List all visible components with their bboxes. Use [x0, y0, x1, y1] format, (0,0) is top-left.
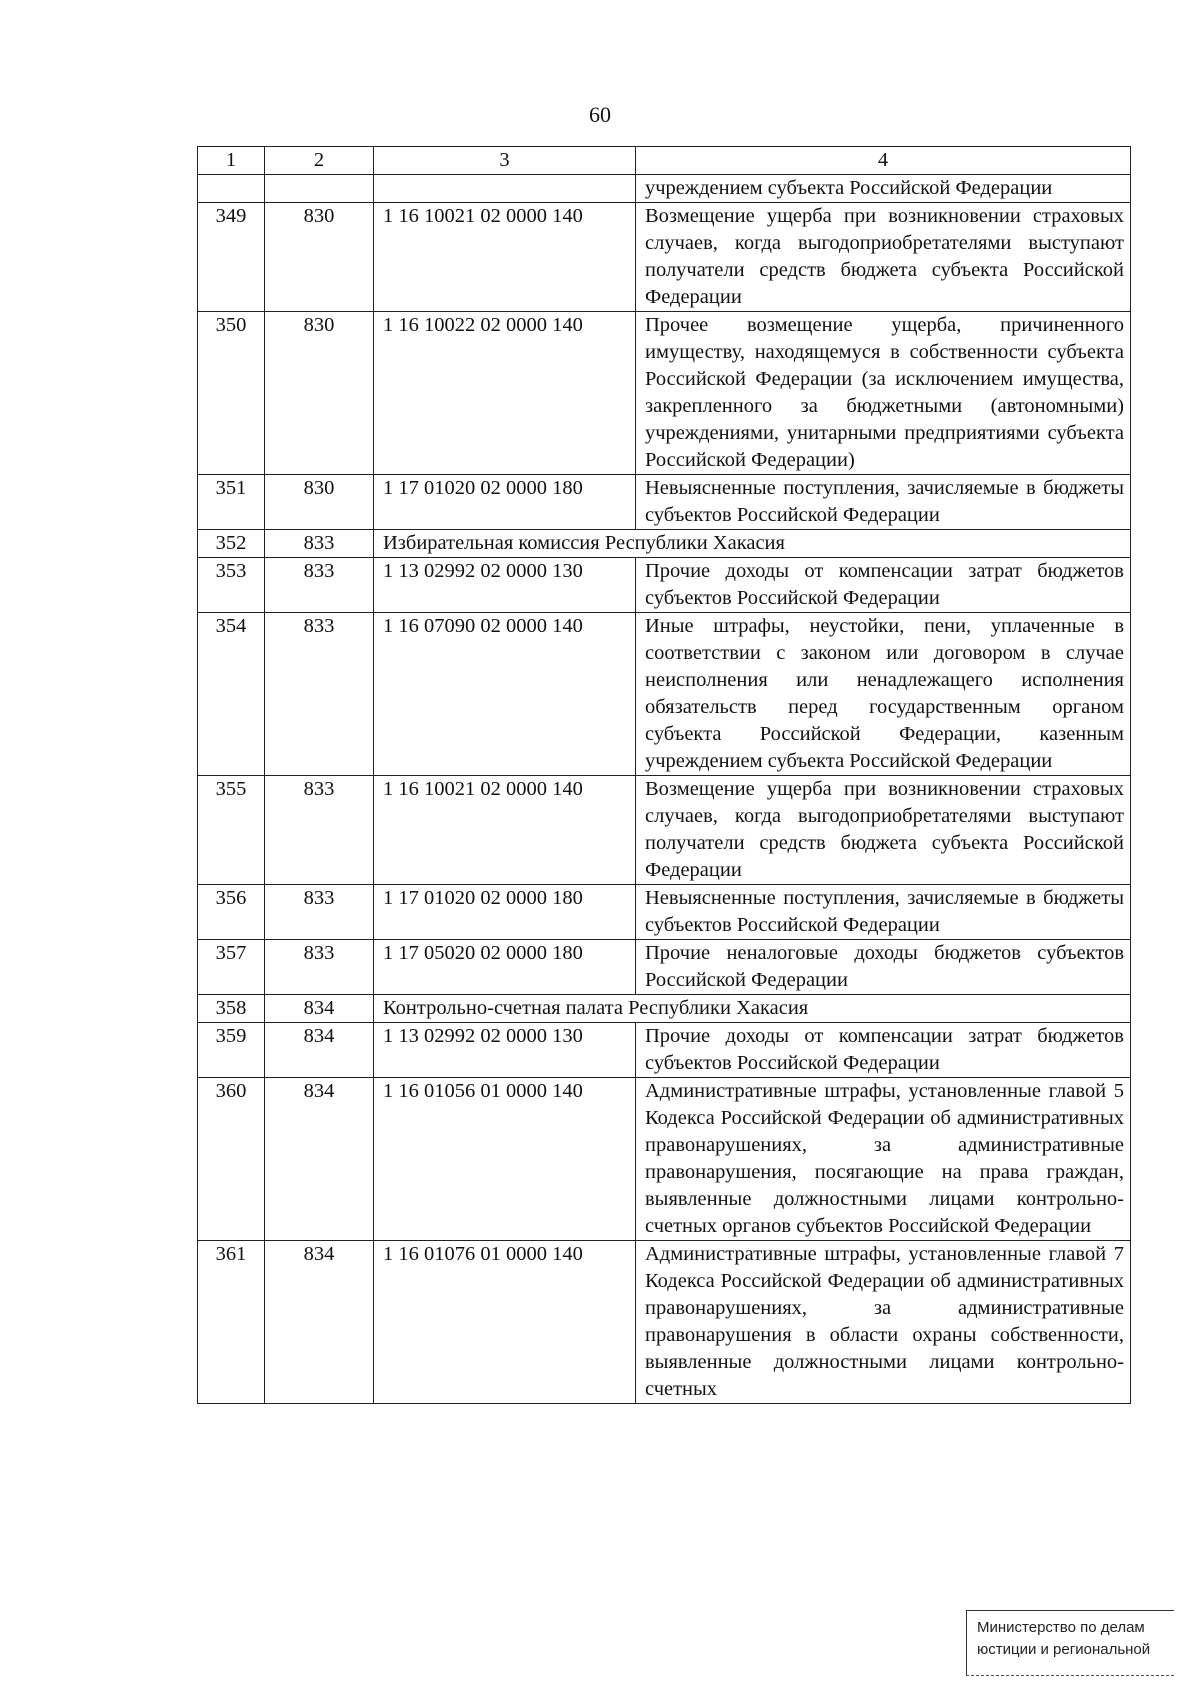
administrator-name-cell: Контрольно-счетная палата Республики Хакасия: [374, 995, 1131, 1023]
table-row: [198, 613, 1131, 776]
revenue-description-cell: Прочие доходы от компенсации затрат бюджетов субъектов Российской Федерации: [636, 558, 1131, 613]
administrator-code-cell: 834: [265, 995, 374, 1023]
revenue-code-cell: [374, 175, 636, 203]
table-row: [198, 558, 1131, 613]
revenue-code-cell: 1 16 07090 02 0000 140: [374, 613, 636, 776]
revenue-code-cell: 1 16 01076 01 0000 140: [374, 1241, 636, 1404]
row-number-cell: 354: [198, 613, 265, 776]
revenue-description-cell: Возмещение ущерба при возникновении страховых случаев, когда выгодоприобретателями выступают получатели средств бюджета субъекта Российской Федерации: [636, 203, 1131, 312]
table-header-row: [198, 147, 1131, 175]
revenue-codes-table: [197, 146, 1131, 1404]
revenue-description-cell: Возмещение ущерба при возникновении страховых случаев, когда выгодоприобретателями выступают получатели средств бюджета субъекта Российской Федерации: [636, 776, 1131, 885]
administrator-code-cell: 830: [265, 475, 374, 530]
column-header: 4: [636, 147, 1131, 175]
section-row: [198, 995, 1131, 1023]
revenue-description-cell: учреждением субъекта Российской Федерации: [636, 175, 1131, 203]
stamp-line: юстиции и региональной: [977, 1641, 1151, 1658]
administrator-code-cell: 830: [265, 312, 374, 475]
revenue-code-cell: 1 16 10021 02 0000 140: [374, 776, 636, 885]
administrator-code-cell: 833: [265, 530, 374, 558]
table-row: [198, 203, 1131, 312]
revenue-code-cell: 1 16 10021 02 0000 140: [374, 203, 636, 312]
administrator-code-cell: 834: [265, 1078, 374, 1241]
row-number-cell: 360: [198, 1078, 265, 1241]
administrator-code-cell: 834: [265, 1023, 374, 1078]
revenue-code-cell: 1 13 02992 02 0000 130: [374, 558, 636, 613]
column-header: 2: [265, 147, 374, 175]
revenue-description-cell: Административные штрафы, установленные главой 5 Кодекса Российской Федерации об административных правонарушениях, за административные правонарушения, посягающие на права граждан, выявленные должностными лицами контрольно-счетных органов субъектов Российской Федерации: [636, 1078, 1131, 1241]
revenue-description-cell: Прочие доходы от компенсации затрат бюджетов субъектов Российской Федерации: [636, 1023, 1131, 1078]
revenue-code-cell: 1 16 01056 01 0000 140: [374, 1078, 636, 1241]
administrator-code-cell: 833: [265, 558, 374, 613]
administrator-code-cell: [265, 175, 374, 203]
table-row: [198, 175, 1131, 203]
revenue-description-cell: Административные штрафы, установленные главой 7 Кодекса Российской Федерации об административных правонарушениях, за административные правонарушения в области охраны собственности, выявленные должностными лицами контрольно-счетных: [636, 1241, 1131, 1404]
ministry-stamp: [966, 1610, 1174, 1676]
page-number: 60: [589, 102, 611, 127]
row-number-cell: 352: [198, 530, 265, 558]
revenue-description-cell: Прочее возмещение ущерба, причиненного имуществу, находящемуся в собственности субъекта Российской Федерации (за исключением имущества, закрепленного за бюджетными (автономными) учреждениями, унитарными предприятиями субъекта Российской Федерации): [636, 312, 1131, 475]
administrator-name-cell: Избирательная комиссия Республики Хакасия: [374, 530, 1131, 558]
row-number-cell: 358: [198, 995, 265, 1023]
revenue-code-cell: 1 13 02992 02 0000 130: [374, 1023, 636, 1078]
row-number-cell: 351: [198, 475, 265, 530]
row-number-cell: 349: [198, 203, 265, 312]
administrator-code-cell: 833: [265, 613, 374, 776]
column-header: 3: [374, 147, 636, 175]
table-row: [198, 1023, 1131, 1078]
table-row: [198, 475, 1131, 530]
table-row: [198, 776, 1131, 885]
stamp-line: Министерство по делам: [977, 1619, 1145, 1636]
row-number-cell: 355: [198, 776, 265, 885]
table-row: [198, 885, 1131, 940]
row-number-cell: 361: [198, 1241, 265, 1404]
revenue-code-cell: 1 17 05020 02 0000 180: [374, 940, 636, 995]
row-number-cell: 353: [198, 558, 265, 613]
revenue-description-cell: Прочие неналоговые доходы бюджетов субъектов Российской Федерации: [636, 940, 1131, 995]
revenue-code-cell: 1 17 01020 02 0000 180: [374, 885, 636, 940]
administrator-code-cell: 834: [265, 1241, 374, 1404]
administrator-code-cell: 833: [265, 940, 374, 995]
row-number-cell: 350: [198, 312, 265, 475]
revenue-code-cell: 1 16 10022 02 0000 140: [374, 312, 636, 475]
row-number-cell: 356: [198, 885, 265, 940]
revenue-code-cell: 1 17 01020 02 0000 180: [374, 475, 636, 530]
revenue-description-cell: Невыясненные поступления, зачисляемые в бюджеты субъектов Российской Федерации: [636, 885, 1131, 940]
table-row: [198, 1078, 1131, 1241]
administrator-code-cell: 833: [265, 776, 374, 885]
row-number-cell: [198, 175, 265, 203]
table-row: [198, 940, 1131, 995]
row-number-cell: 359: [198, 1023, 265, 1078]
administrator-code-cell: 830: [265, 203, 374, 312]
row-number-cell: 357: [198, 940, 265, 995]
administrator-code-cell: 833: [265, 885, 374, 940]
table-row: [198, 312, 1131, 475]
table-row: [198, 1241, 1131, 1404]
section-row: [198, 530, 1131, 558]
revenue-description-cell: Невыясненные поступления, зачисляемые в бюджеты субъектов Российской Федерации: [636, 475, 1131, 530]
revenue-description-cell: Иные штрафы, неустойки, пени, уплаченные в соответствии с законом или договором в случае неисполнения или ненадлежащего исполнения обязательств перед государственным органом субъекта Российской Федерации, казенным учреждением субъекта Российской Федерации: [636, 613, 1131, 776]
column-header: 1: [198, 147, 265, 175]
